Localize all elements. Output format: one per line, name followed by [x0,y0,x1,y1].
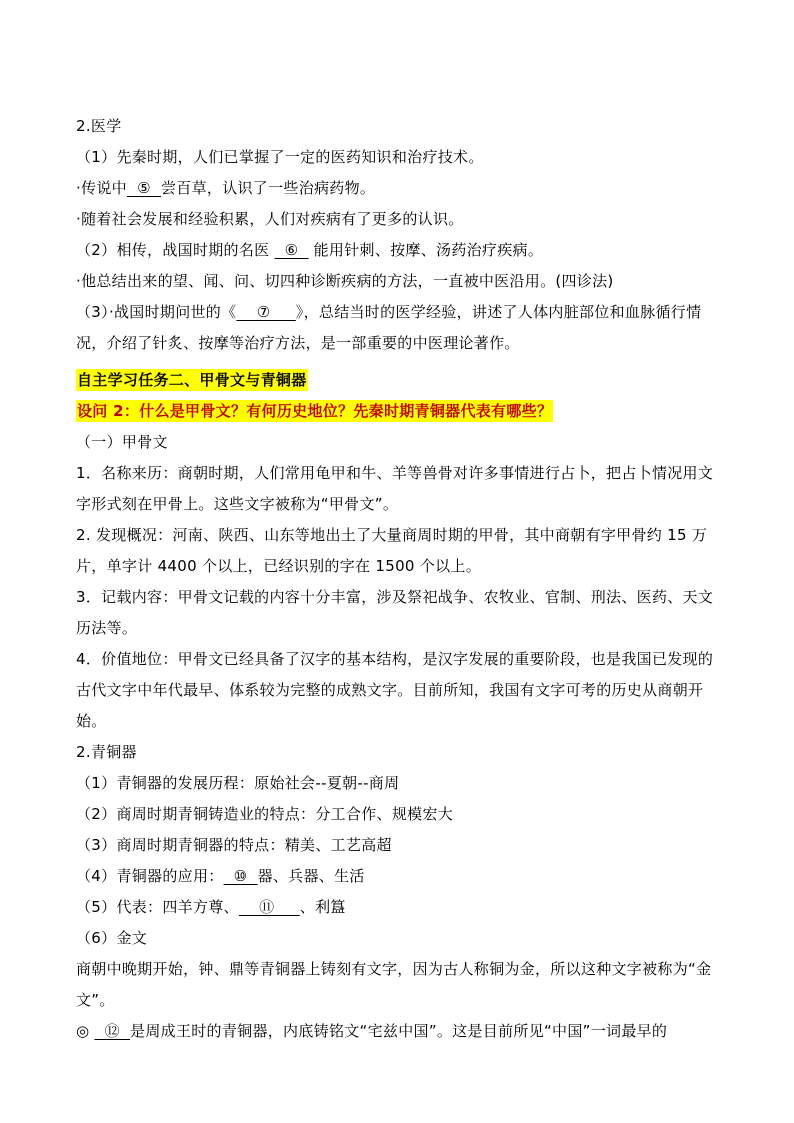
text: （3）·战国时期问世的《 [76,303,237,321]
fill-blank-5[interactable]: ⑤ [126,179,161,197]
section-title-medicine: 2.医学 [76,117,122,135]
subsection-title: （一）甲骨文 [76,433,168,451]
text: ·传说中 [76,179,127,197]
text: （5）代表：四羊方尊、 [76,898,239,916]
paragraph [76,235,720,266]
paragraph: 2. 发现概况：河南、陕西、山东等地出土了大量商周时期的甲骨，其中商朝有字甲骨约 15 万片，单字计 4400 个以上，已经识别的字在 1500 个以上。 [76,526,708,575]
list-item: （2）商周时期青铜铸造业的特点：分工合作、规模宏大 [76,805,454,823]
fill-blank-10[interactable]: ⑩ [223,867,258,885]
paragraph: 商朝中晚期开始，钟、鼎等青铜器上铸刻有文字，因为古人称铜为金，所以这种文字被称为“金文”。 [76,960,712,1009]
text: 器、兵器、生活 [257,867,365,885]
text: 》，总结当时的医学经验，讲述了人体内脏部位和血脉循行情况，介绍了针炙、按摩等治疗方法，是一部重要的中医理论著作。 [76,303,702,352]
list-item [76,861,720,892]
list-item: （1）青铜器的发展历程：原始社会--夏朝--商周 [76,774,400,792]
text: （2）相传，战国时期的名医 [76,241,275,259]
question-heading [76,396,720,427]
paragraph: 3．记载内容：甲骨文记载的内容十分丰富，涉及祭祀战争、农牧业、官制、刑法、医药、天文历法等。 [76,588,714,637]
paragraph [76,1016,720,1047]
highlighted-heading: 自主学习任务二、甲骨文与青铜器 [77,371,307,389]
task-heading [76,365,720,396]
paragraph: 1．名称来历：商朝时期，人们常用龟甲和牛、羊等兽骨对许多事情进行占卜，把占卜情况用文字形式刻在甲骨上。这些文字被称为“甲骨文”。 [76,464,714,513]
list-item [76,892,720,923]
paragraph: 4．价值地位：甲骨文已经具备了汉字的基本结构，是汉字发展的重要阶段，也是我国已发现的古代文字中年代最早、体系较为完整的成熟文字。目前所知，我国有文字可考的历史从商朝开始。 [76,650,714,730]
text: （4）青铜器的应用： [76,867,224,885]
subsection-title: 2.青铜器 [76,743,137,761]
paragraph: ·随着社会发展和经验积累，人们对疾病有了更多的认识。 [76,210,464,228]
paragraph: （1）先秦时期，人们已掌握了一定的医药知识和治疗技术。 [76,148,484,166]
fill-blank-12[interactable]: ⑫ [94,1022,131,1040]
list-item: （3）商周时期青铜器的特点：精美、工艺高超 [76,836,392,854]
text: 能用针刺、按摩、汤药治疗疾病。 [308,241,544,259]
fill-blank-6[interactable]: ⑥ [274,241,309,259]
paragraph: ·他总结出来的望、闻、问、切四种诊断疾病的方法，一直被中医沿用。(四诊法) [76,272,614,290]
text: 、利簋 [299,898,346,916]
paragraph [76,297,720,359]
text: 尝百草，认识了一些治病药物。 [161,179,376,197]
fill-blank-11[interactable]: ⑪ [238,898,300,916]
text: 是周成王时的青铜器，内底铸铭文“宅兹中国”。这是目前所见“中国”一词最早的 [130,1022,668,1040]
text: ◎ [76,1022,95,1040]
highlighted-question: 设问 2：什么是甲骨文？有何历史地位？先秦时期青铜器代表有哪些？ [77,402,553,420]
fill-blank-7[interactable]: ⑦ [236,303,296,321]
document-body [76,111,720,1047]
paragraph [76,173,720,204]
list-item: （6）金文 [76,929,148,947]
